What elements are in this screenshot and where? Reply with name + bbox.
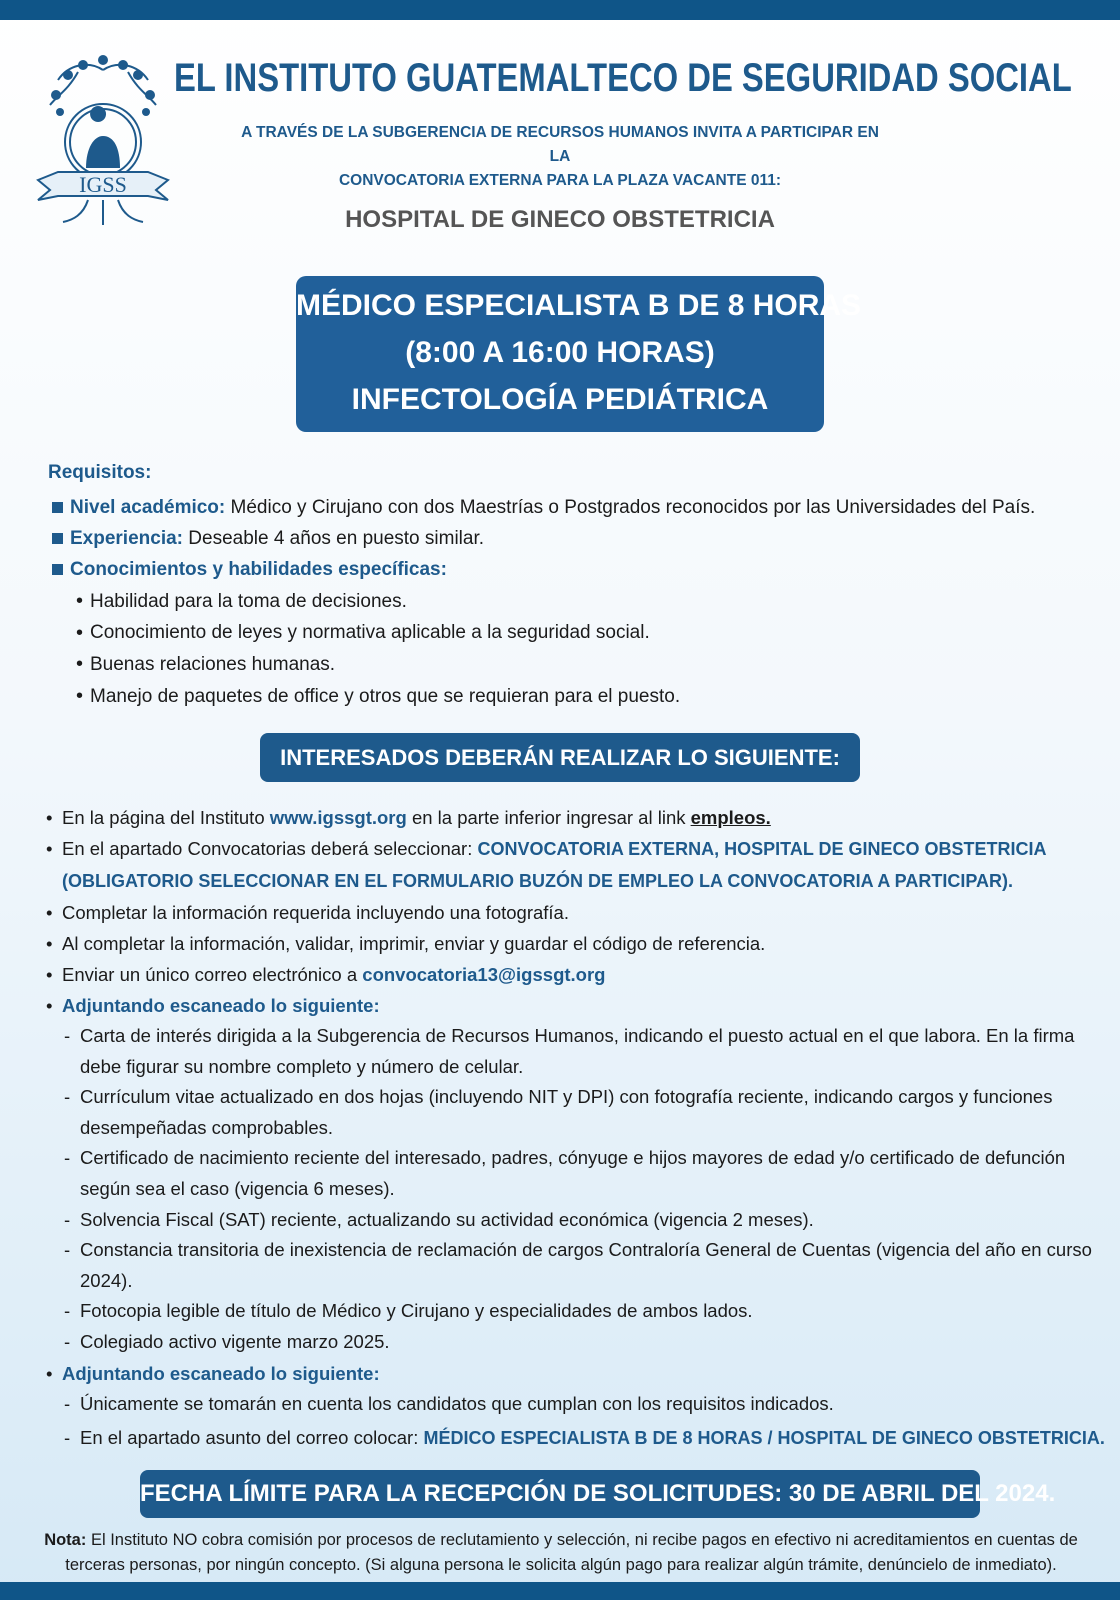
list-item: - Constancia transitoria de inexistencia de reclamación de cargos Contraloría General de Cuentas (vigencia del año en curso 2024). xyxy=(64,1239,1092,1291)
deadline-banner: FECHA LÍMITE PARA LA RECEPCIÓN DE SOLICITUDES: 30 DE ABRIL DEL 2024. xyxy=(140,1470,980,1518)
convocatoria-name: CONVOCATORIA EXTERNA, HOSPITAL DE GINECO OBSTETRICIA xyxy=(477,839,1047,859)
list-item: - Colegiado activo vigente marzo 2025. xyxy=(64,1330,390,1352)
list-item: - Únicamente se tomarán en cuenta los candidatos que cumplan con los requisitos indicados. xyxy=(64,1392,834,1414)
list-item: • Habilidad para la toma de decisiones. xyxy=(76,590,407,613)
square-bullet-icon xyxy=(52,533,63,544)
step-attach-2: • Adjuntando escaneado lo siguiente: xyxy=(46,1362,380,1384)
skill-text: Conocimiento de leyes y normativa aplicable a la seguridad social. xyxy=(90,622,650,644)
top-bar xyxy=(0,0,1120,20)
step-email: • Enviar un único correo electrónico a convocatoria13@igssgt.org xyxy=(46,964,606,985)
nota-label: Nota: xyxy=(44,1531,87,1549)
requirement-experience xyxy=(52,523,1092,554)
step-website: • En la página del Instituto www.igssgt.org en la parte inferior ingresar al link empleos. xyxy=(46,807,771,828)
list-item: - Solvencia Fiscal (SAT) reciente, actualizando su actividad económica (vigencia 2 meses). xyxy=(64,1208,814,1230)
list-item: - Carta de interés dirigida a la Subgerencia de Recursos Humanos, indicando el puesto actual en el que labora. En la firma debe figurar su nombre completo y número de celular. xyxy=(64,1025,1075,1077)
list-item: - En el apartado asunto del correo colocar: MÉDICO ESPECIALISTA B DE 8 HORAS / HOSPITAL DE GINECO OBSTETRICIA. xyxy=(64,1427,1105,1449)
instructions-heading: INTERESADOS DEBERÁN REALIZAR LO SIGUIENTE: xyxy=(260,733,860,782)
requirements-list xyxy=(52,492,1092,585)
list-item: • Manejo de paquetes de office y otros que se requieran para el puesto. xyxy=(76,685,681,708)
list-item: - Fotocopia legible de título de Médico y Cirujano y especialidades de ambos lados. xyxy=(64,1300,753,1322)
subtitle-line-1: A TRAVÉS DE LA SUBGERENCIA DE RECURSOS HUMANOS INVITA A PARTICIPAR EN LA xyxy=(241,124,879,165)
position-title-box xyxy=(296,276,862,432)
skills-list xyxy=(76,586,1076,712)
logo-text: IGSS xyxy=(79,172,127,197)
step-validate: • Al completar la información, validar, imprimir, enviar y guardar el código de referencia. xyxy=(46,933,766,954)
subject-line: MÉDICO ESPECIALISTA B DE 8 HORAS / HOSPITAL DE GINECO OBSTETRICIA. xyxy=(423,1428,1105,1449)
nota-text: El Instituto NO cobra comisión por procesos de reclutamiento y selección, ni recibe pagos en efectivo ni acreditamientos en cuentas de terceras personas, por ningún concepto. (Si alguna persona le solicita algún pago para realizar algún trámite, denúncielo de inmediato). xyxy=(65,1531,1078,1574)
empleos-link[interactable]: empleos. xyxy=(690,807,771,828)
position-line-3: INFECTOLOGÍA PEDIÁTRICA xyxy=(351,383,769,416)
academic-label: Nivel académico: xyxy=(70,496,226,518)
subtitle-line-2: CONVOCATORIA EXTERNA PARA LA PLAZA VACANTE 011: xyxy=(338,172,782,189)
list-item: • Conocimiento de leyes y normativa aplicable a la seguridad social. xyxy=(76,621,650,644)
list-item: - Certificado de nacimiento reciente del interesado, padres, cónyuge e hijos mayores de edad y/o certificado de defunción según sea el caso (vigencia 6 meses). xyxy=(64,1147,1066,1199)
skill-text: Buenas relaciones humanas. xyxy=(90,653,336,675)
square-bullet-icon xyxy=(52,502,63,513)
academic-text: Médico y Cirujano con dos Maestrías o Postgrados reconocidos por las Universidades del País. xyxy=(225,496,1036,518)
skill-text: Habilidad para la toma de decisiones. xyxy=(90,590,407,612)
position-line-1: MÉDICO ESPECIALISTA B DE 8 HORAS xyxy=(296,289,862,322)
igss-logo xyxy=(28,50,178,230)
skills-label: Conocimientos y habilidades específicas: xyxy=(70,558,447,580)
square-bullet-icon xyxy=(52,564,63,575)
email-link[interactable]: convocatoria13@igssgt.org xyxy=(362,964,606,985)
hospital-name: HOSPITAL DE GINECO OBSTETRICIA xyxy=(345,206,775,233)
experience-label: Experiencia: xyxy=(70,527,183,549)
experience-text: Deseable 4 años en puesto similar. xyxy=(183,527,485,549)
website-link[interactable]: www.igssgt.org xyxy=(269,807,407,828)
step-select: • En el apartado Convocatorias deberá seleccionar: CONVOCATORIA EXTERNA, HOSPITAL DE GINECO OBSTETRICIA (OBLIGATORIO SELECCIONAR EN EL FORMULARIO BUZÓN DE EMPLEO LA CONVOCATORIA A PARTICIPAR). xyxy=(46,838,1047,891)
list-item: • Buenas relaciones humanas. xyxy=(76,653,336,676)
org-title: EL INSTITUTO GUATEMALTECO DE SEGURIDAD SOCIAL xyxy=(174,56,1072,100)
requirement-academic xyxy=(52,492,1092,523)
step-complete: • Completar la información requerida incluyendo una fotografía. xyxy=(46,902,569,923)
position-line-2: (8:00 A 16:00 HORAS) xyxy=(405,336,715,369)
bottom-bar xyxy=(0,1582,1120,1600)
list-item: - Currículum vitae actualizado en dos hojas (incluyendo NIT y DPI) con fotografía reciente, indicando cargos y funciones desempeñadas comprobables. xyxy=(64,1086,1053,1138)
skill-text: Manejo de paquetes de office y otros que se requieran para el puesto. xyxy=(90,685,681,707)
requirements-label: Requisitos: xyxy=(48,462,152,483)
step-attach: • Adjuntando escaneado lo siguiente: xyxy=(46,995,380,1016)
obligatorio-note: (OBLIGATORIO SELECCIONAR EN EL FORMULARIO BUZÓN DE EMPLEO LA CONVOCATORIA A PARTICIPAR). xyxy=(62,871,1014,891)
instructions-list xyxy=(46,802,1106,1454)
requirement-skills xyxy=(52,554,1092,585)
footer-note xyxy=(30,1528,1092,1578)
subtitle xyxy=(240,121,880,193)
